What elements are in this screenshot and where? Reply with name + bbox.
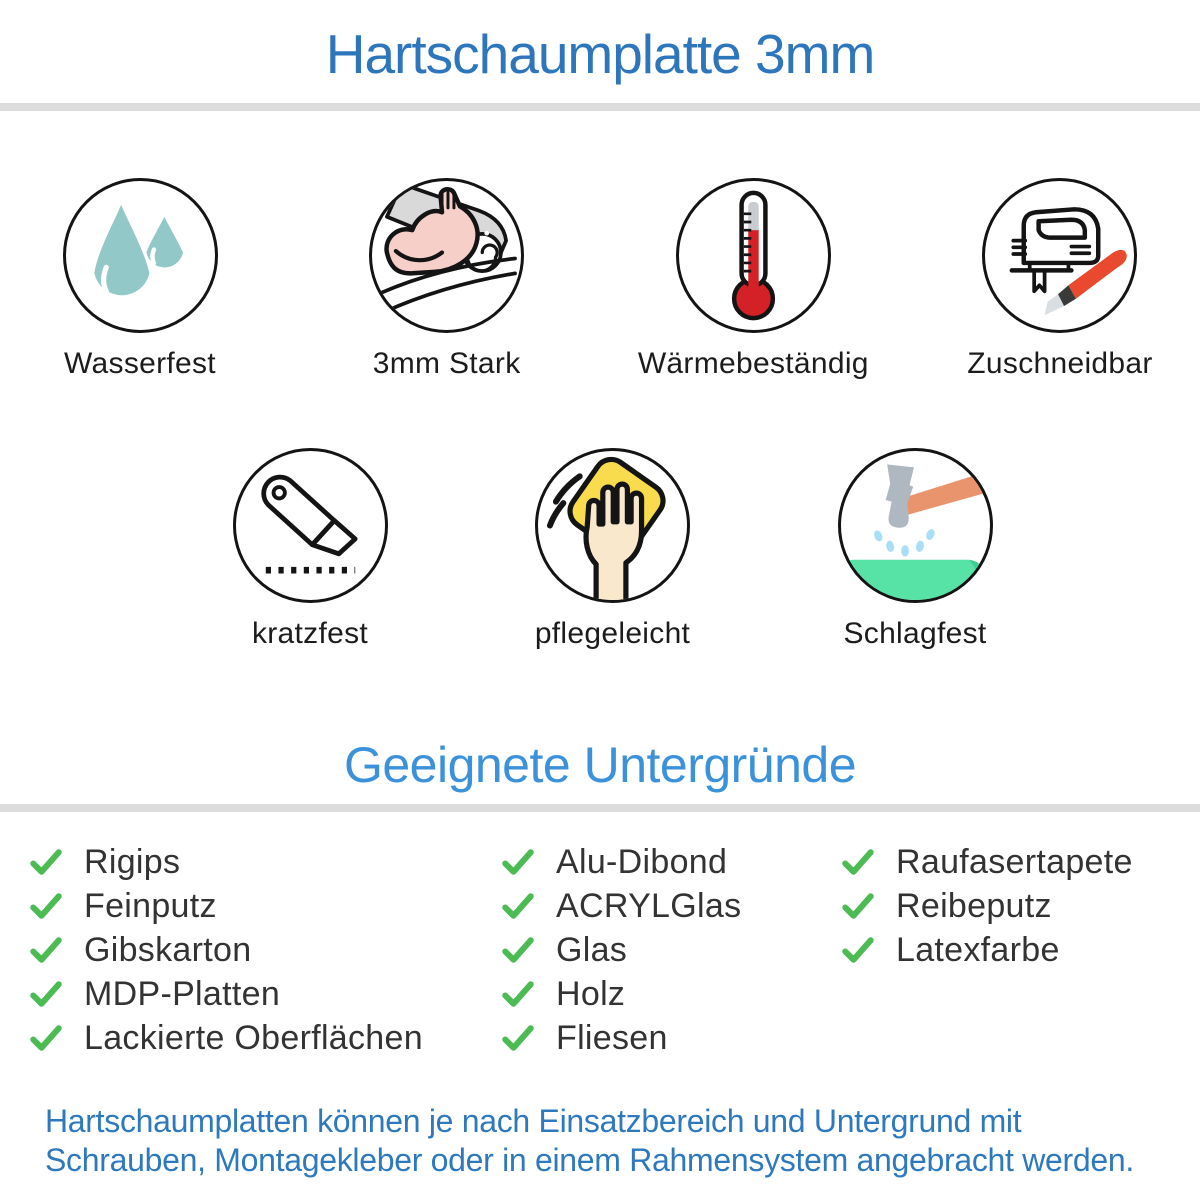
substrates-section xyxy=(0,840,1200,1070)
page-title: Hartschaumplatte 3mm xyxy=(325,23,875,85)
feature-circle xyxy=(838,448,993,603)
substrate-label: Alu-Dibond xyxy=(556,842,728,881)
check-icon xyxy=(500,1020,536,1056)
feature-label: Wärmebeständig xyxy=(637,347,869,380)
feature-3mm-stark xyxy=(322,178,572,381)
substrate-item xyxy=(500,1016,741,1060)
check-icon xyxy=(500,844,536,880)
feature-label: pflegeleicht xyxy=(534,617,691,650)
substrate-item xyxy=(840,884,1133,928)
utility-knife-icon xyxy=(236,451,385,600)
check-icon xyxy=(840,888,876,924)
substrate-label: Latexfarbe xyxy=(896,930,1060,969)
divider-top xyxy=(0,103,1200,111)
substrate-item xyxy=(840,928,1133,972)
feature-circle xyxy=(676,178,831,333)
features-row-1 xyxy=(0,178,1200,381)
check-icon xyxy=(500,976,536,1012)
features-row-2 xyxy=(0,448,1200,651)
feature-wasserfest xyxy=(15,178,265,381)
feature-schlagfest xyxy=(790,448,1040,651)
feature-circle xyxy=(369,178,524,333)
divider-middle xyxy=(0,804,1200,812)
check-icon xyxy=(500,888,536,924)
substrate-item xyxy=(28,840,423,884)
check-icon xyxy=(28,844,64,880)
feature-label: Wasserfest xyxy=(64,347,216,380)
check-icon xyxy=(500,932,536,968)
substrate-item xyxy=(28,972,423,1016)
muscle-arm-icon xyxy=(372,181,521,330)
hand-cloth-icon xyxy=(538,451,687,600)
substrate-item xyxy=(500,840,741,884)
substrate-item xyxy=(500,972,741,1016)
feature-waermebestaendig xyxy=(628,178,878,381)
substrate-label: Reibeputz xyxy=(896,886,1052,925)
check-icon xyxy=(28,1020,64,1056)
substrate-label: Glas xyxy=(556,930,628,969)
feature-circle xyxy=(233,448,388,603)
substrate-item xyxy=(28,884,423,928)
thermometer-icon xyxy=(679,181,828,330)
substrate-label: Raufasertapete xyxy=(896,842,1133,881)
substrates-column-1 xyxy=(28,840,423,1060)
substrate-item xyxy=(500,884,741,928)
hammer-icon xyxy=(841,451,990,600)
jigsaw-cutter-icon xyxy=(985,181,1134,330)
feature-label: kratzfest xyxy=(251,617,369,650)
feature-kratzfest xyxy=(185,448,435,651)
footer-line-1: Hartschaumplatten können je nach Einsatzbereich und Untergrund mit xyxy=(45,1103,1022,1139)
check-icon xyxy=(840,844,876,880)
feature-circle xyxy=(63,178,218,333)
check-icon xyxy=(28,888,64,924)
feature-zuschneidbar xyxy=(935,178,1185,381)
substrates-column-3 xyxy=(840,840,1133,972)
check-icon xyxy=(28,976,64,1012)
feature-label: 3mm Stark xyxy=(372,347,521,380)
water-drops-icon xyxy=(66,181,215,330)
substrate-label: Feinputz xyxy=(84,886,217,925)
feature-circle xyxy=(982,178,1137,333)
substrate-label: MDP-Platten xyxy=(84,974,281,1013)
substrate-item xyxy=(28,1016,423,1060)
feature-circle xyxy=(535,448,690,603)
check-icon xyxy=(28,932,64,968)
feature-label: Schlagfest xyxy=(843,617,987,650)
substrate-label: Lackierte Oberflächen xyxy=(84,1018,423,1057)
feature-label: Zuschneidbar xyxy=(967,347,1153,380)
substrate-label: Gibskarton xyxy=(84,930,252,969)
substrate-label: Holz xyxy=(556,974,626,1013)
substrate-item xyxy=(28,928,423,972)
footer-line-2: Schrauben, Montagekleber oder in einem Rahmensystem angebracht werden. xyxy=(45,1142,1134,1178)
substrate-label: Rigips xyxy=(84,842,181,881)
substrate-item xyxy=(500,928,741,972)
section-title: Geeignete Untergründe xyxy=(343,737,857,793)
substrates-column-2 xyxy=(500,840,741,1060)
substrate-label: ACRYLGlas xyxy=(556,886,742,925)
substrate-label: Fliesen xyxy=(556,1018,668,1057)
feature-pflegeleicht xyxy=(488,448,738,651)
footer-note xyxy=(45,1102,1170,1180)
substrate-item xyxy=(840,840,1133,884)
check-icon xyxy=(840,932,876,968)
